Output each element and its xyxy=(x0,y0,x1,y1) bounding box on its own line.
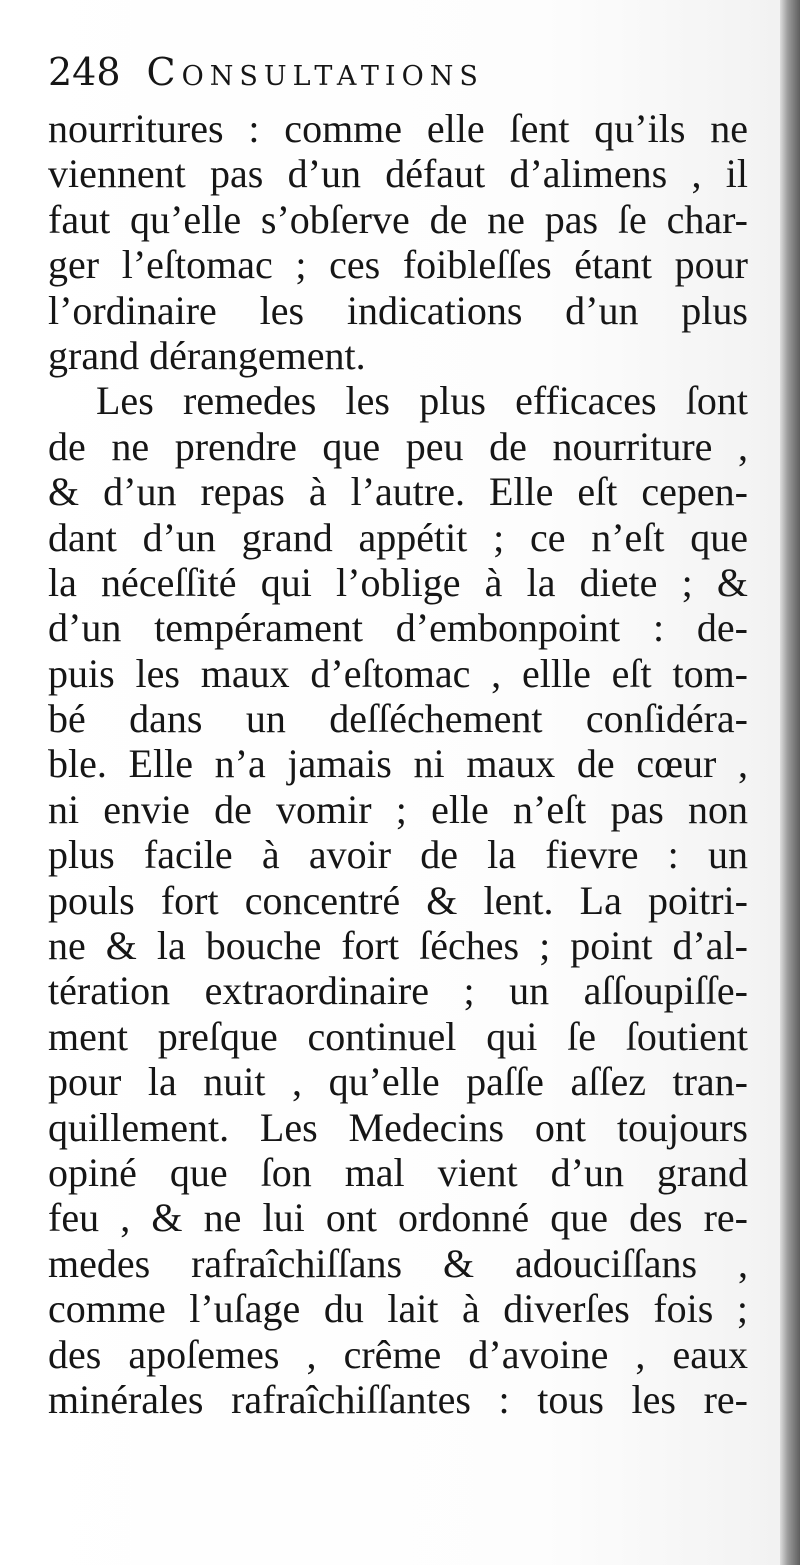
text-line: ment preſque continuel qui ſe ſoutient xyxy=(48,1013,748,1059)
text-line: pour la nuit , qu’elle paſſe aſſez tran- xyxy=(48,1059,748,1105)
text-line: ni envie de vomir ; elle n’eſt pas non xyxy=(48,786,748,832)
text-line: l’ordinaire les indications d’un plus xyxy=(48,287,748,333)
text-line: ble. Elle n’a jamais ni maux de cœur , xyxy=(48,741,748,787)
text-line: bé dans un deſſéchement conſidéra- xyxy=(48,696,748,742)
running-head: Consultations xyxy=(146,50,484,94)
text-line: dant d’un grand appétit ; ce n’eſt que xyxy=(48,514,748,560)
text-line: viennent pas d’un défaut d’alimens , il xyxy=(48,151,748,197)
text-line: de ne prendre que peu de nourriture , xyxy=(48,423,748,469)
text-line: d’un tempérament d’embonpoint : de- xyxy=(48,605,748,651)
text-body xyxy=(48,106,748,1422)
paragraph-start-line: Les remedes les plus efficaces ſont xyxy=(96,378,748,424)
page-content xyxy=(48,50,748,1422)
page-header xyxy=(48,50,748,106)
text-line: tération extraordinaire ; un aſſoupiſſe- xyxy=(48,968,748,1014)
text-line: ne & la bouche fort ſéches ; point d’al- xyxy=(48,923,748,969)
text-line: nourritures : comme elle ſent qu’ils ne xyxy=(48,106,748,151)
text-line: quillement. Les Medecins ont toujours xyxy=(48,1104,748,1150)
text-line: faut qu’elle s’obſerve de ne pas ſe char- xyxy=(48,196,748,242)
text-line: ger l’eſtomac ; ces foibleſſes étant pour xyxy=(48,242,748,288)
text-line: des apoſemes , crême d’avoine , eaux xyxy=(48,1331,748,1377)
text-line: grand dérangement. xyxy=(48,332,366,378)
text-line: & d’un repas à l’autre. Elle eſt cepen- xyxy=(48,469,748,515)
text-line: pouls fort concentré & lent. La poitri- xyxy=(48,877,748,923)
text-line: puis les maux d’eſtomac , ellle eſt tom- xyxy=(48,650,748,696)
text-line: comme l’uſage du lait à diverſes fois ; xyxy=(48,1286,748,1332)
text-line: medes rafraîchiſſans & adouciſſans , xyxy=(48,1240,748,1286)
page-edge-shadow xyxy=(780,0,800,1565)
page-number: 248 xyxy=(48,50,121,94)
text-line: plus facile à avoir de la fievre : un xyxy=(48,832,748,878)
text-line: la néceſſité qui l’oblige à la diete ; & xyxy=(48,559,748,605)
text-line: opiné que ſon mal vient d’un grand xyxy=(48,1149,748,1195)
text-line: feu , & ne lui ont ordonné que des re- xyxy=(48,1195,748,1241)
text-line: minérales rafraîchiſſantes : tous les re- xyxy=(48,1376,748,1422)
